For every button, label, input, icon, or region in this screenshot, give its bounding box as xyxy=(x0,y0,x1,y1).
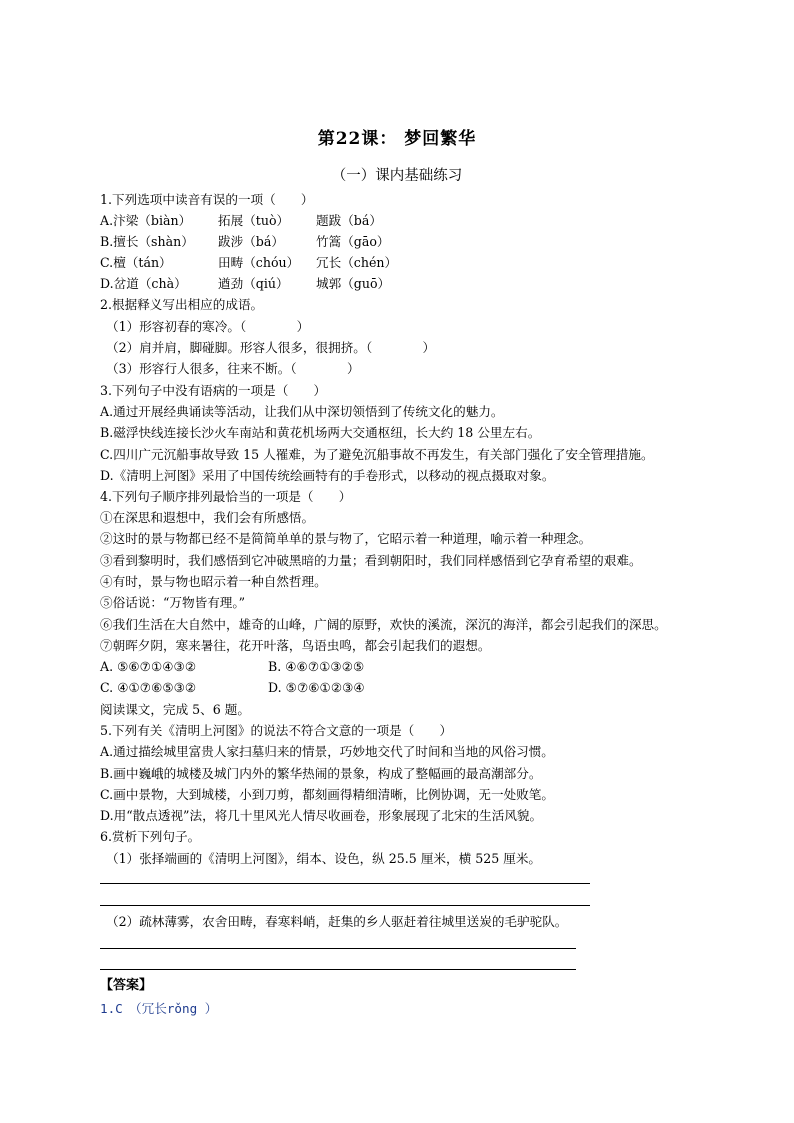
section-subtitle: （一）课内基础练习 xyxy=(331,168,463,184)
q1-option: 跋涉（bá） xyxy=(218,234,284,249)
answer-line xyxy=(100,948,576,949)
q1-option: 题跋（bá） xyxy=(316,213,382,228)
q2-item: （2）肩并肩，脚碰脚。形容人很多，很拥挤。（ ） xyxy=(106,340,436,355)
q6-item: （2）疏林薄雾，农舍田畴，春寒料峭，赶集的乡人驱赶着往城里送炭的毛驴驼队。 xyxy=(106,914,568,929)
q2-item: （3）形容行人很多，往来不断。（ ） xyxy=(106,361,360,376)
q4-sentence: ⑤俗话说：“万物皆有理。” xyxy=(100,595,246,610)
answer-1: 1.C （冗长rǒng ） xyxy=(100,1001,218,1016)
q2-stem: 2.根据释义写出相应的成语。 xyxy=(100,297,264,312)
q1-option: A.汴梁（biàn） xyxy=(100,213,192,228)
q1-option: B.擅长（shàn） xyxy=(100,234,194,249)
q4-option: C. ④①⑦⑥⑤③② xyxy=(100,680,197,695)
q5-stem: 5.下列有关《清明上河图》的说法不符合文意的一项是（ ） xyxy=(100,723,453,738)
q5-option: D.用“散点透视”法，将几十里风光人情尽收画卷，形象展现了北宋的生活风貌。 xyxy=(100,808,543,823)
q1-option: C.檀（tán） xyxy=(100,255,172,270)
q1-option: 拓展（tuò） xyxy=(218,213,290,228)
q6-stem: 6.赏析下列句子。 xyxy=(100,829,201,844)
q4-sentence: ②这时的景与物都已经不是简简单单的景与物了，它昭示着一种道理，喻示着一种理念。 xyxy=(100,531,592,546)
answer-heading: 【答案】 xyxy=(100,978,153,993)
q1-option-row xyxy=(100,254,397,272)
q1-stem: 1.下列选项中读音有误的一项（ ） xyxy=(100,192,314,207)
q1-option-row xyxy=(100,233,390,251)
q5-option: B.画中巍峨的城楼及城门内外的繁华热闹的景象，构成了整幅画的最高潮部分。 xyxy=(100,766,542,781)
answer-line xyxy=(100,883,590,884)
q1-option: 城郭（guō） xyxy=(316,276,391,291)
q3-stem: 3.下列句子中没有语病的一项是（ ） xyxy=(100,383,327,398)
q3-option: D.《清明上河图》采用了中国传统绘画特有的手卷形式，以移动的视点摄取对象。 xyxy=(100,468,555,483)
q1-option: 田畴（chóu） xyxy=(218,255,300,270)
q5-option: C.画中景物，大到城楼，小到刀剪，都刻画得精细清晰，比例协调，无一处败笔。 xyxy=(100,787,554,802)
q4-option: D. ⑤⑦⑥①②③④ xyxy=(268,680,365,695)
q1-option-row xyxy=(100,212,382,230)
q5-option: A.通过描绘城里富贵人家扫墓归来的情景，巧妙地交代了时间和当地的风俗习惯。 xyxy=(100,744,554,759)
q1-option: 遒劲（qiú） xyxy=(218,276,289,291)
q4-option-row xyxy=(100,658,364,676)
answer-line xyxy=(100,969,576,970)
q4-stem: 4.下列句子顺序排列最恰当的一项是（ ） xyxy=(100,489,352,504)
q1-option: D.岔道（chà） xyxy=(100,276,187,291)
q4-sentence: ⑦朝晖夕阴，寒来暑往，花开叶落，鸟语虫鸣，都会引起我们的遐想。 xyxy=(100,638,491,653)
q3-option: A.通过开展经典诵读等活动，让我们从中深切领悟到了传统文化的魅力。 xyxy=(100,404,504,419)
q4-sentence: ⑥我们生活在大自然中，雄奇的山峰，广阔的原野，欢快的溪流，深沉的海洋，都会引起我们的深思。 xyxy=(100,617,667,632)
q4-sentence: ③看到黎明时，我们感悟到它冲破黑暗的力量；看到朝阳时，我们同样感悟到它孕育希望的艰难。 xyxy=(100,553,642,568)
q4-sentence: ①在深思和遐想中，我们会有所感悟。 xyxy=(100,510,315,525)
answer-line xyxy=(100,905,590,906)
q4-option: A. ⑤⑥⑦①④③② xyxy=(100,659,197,674)
q4-option: B. ④⑥⑦①③②⑤ xyxy=(268,659,365,674)
q4-option-row xyxy=(100,679,365,697)
lesson-title: 第22课： 梦回繁华 xyxy=(317,129,477,149)
q1-option-row xyxy=(100,275,390,293)
q3-option: C.四川广元沉船事故导致 15 人罹难，为了避免沉船事故不再发生，有关部门强化了安全管理措施。 xyxy=(100,447,654,462)
q1-option: 冗长（chén） xyxy=(316,255,398,270)
q1-option: 竹篙（gāo） xyxy=(316,234,390,249)
reading-instruction: 阅读课文，完成 5、6 题。 xyxy=(100,702,250,717)
q2-item: （1）形容初春的寒冷。（ ） xyxy=(106,319,310,334)
q6-item: （1）张择端画的《清明上河图》，绢本、设色，纵 25.5 厘米，横 525 厘米。 xyxy=(106,851,542,866)
q4-sentence: ④有时，景与物也昭示着一种自然哲理。 xyxy=(100,574,327,589)
q3-option: B.磁浮快线连接长沙火车南站和黄花机场两大交通枢纽，长大约 18 公里左右。 xyxy=(100,425,541,440)
